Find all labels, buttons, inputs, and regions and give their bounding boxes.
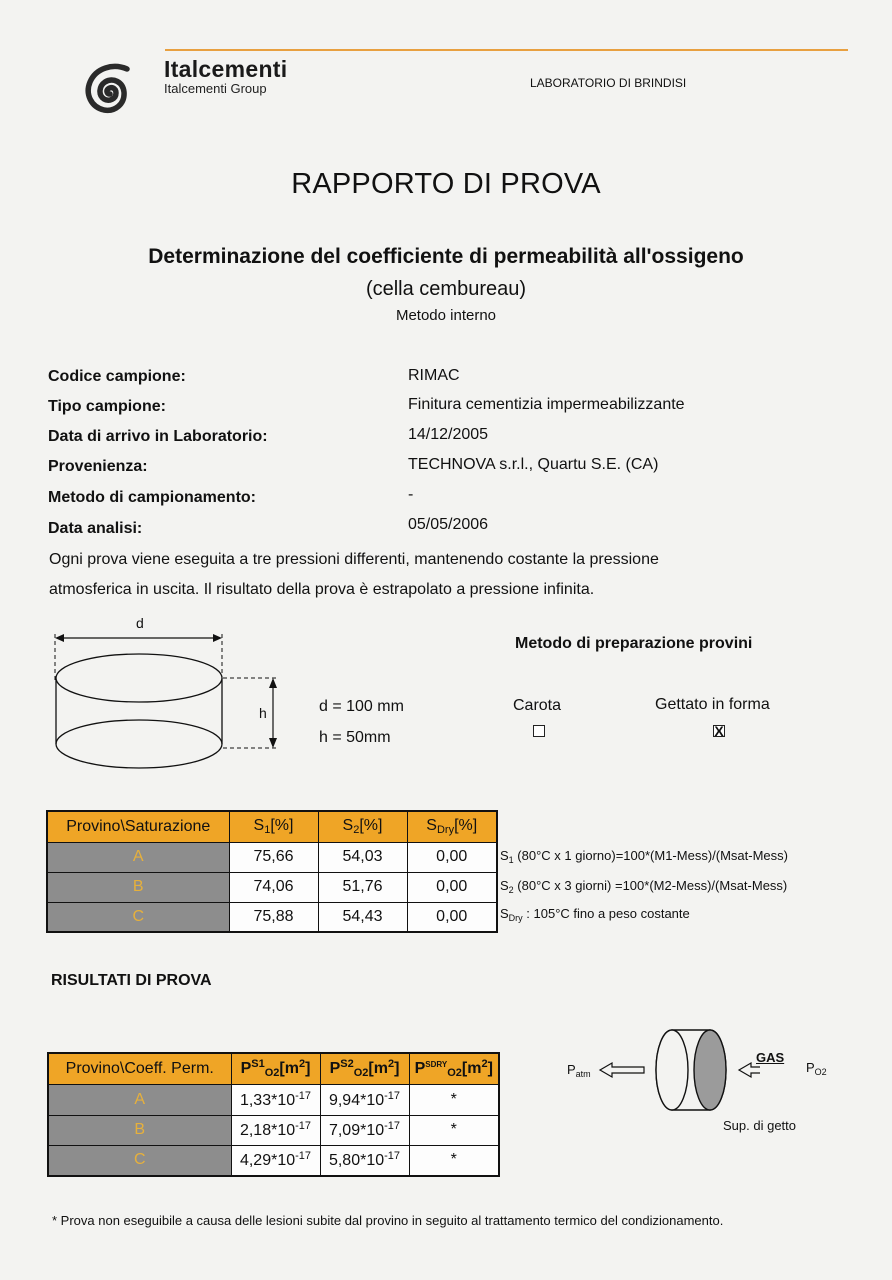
table-row (47, 902, 497, 932)
table-header-row (48, 1053, 499, 1084)
inflow-arrow-icon (739, 1063, 760, 1077)
info-value: Finitura cementizia impermeabilizzante (408, 396, 685, 413)
table-row (48, 1145, 499, 1176)
header-cell: $P^{S1}_{O2}[m^2]$ (231, 1053, 320, 1084)
info-label: Data di arrivo in Laboratorio: (48, 428, 268, 445)
table-cell: $5,80*10^{-17}$ (320, 1145, 409, 1176)
saturation-table (46, 810, 498, 933)
report-title: RAPPORTO DI PROVA (291, 168, 601, 200)
paragraph-line: Ogni prova viene eseguita a tre pressioni differenti, mantenendo costante la pressione (49, 551, 659, 568)
table-row (48, 1115, 499, 1145)
table-cell: * (409, 1084, 499, 1115)
header-cell: Provino\Saturazione (47, 811, 229, 842)
brand-name: Italcementi (164, 56, 288, 82)
table-cell: 51,76 (318, 872, 407, 902)
preparation-title: Metodo di preparazione provini (515, 635, 753, 652)
info-label: Provenienza: (48, 458, 148, 475)
row-id: A (47, 842, 229, 872)
casting-surface-label: Sup. di getto (723, 1118, 796, 1133)
row-id: B (48, 1115, 231, 1145)
option-gettato-label: Gettato in forma (655, 696, 770, 713)
spiral-logo-icon (70, 52, 150, 132)
brand-subtitle: Italcementi Group (164, 81, 267, 96)
table-cell: 0,00 (407, 872, 497, 902)
height-value: h = 50mm (319, 729, 391, 746)
height-label: h (259, 705, 267, 721)
row-id: A (48, 1084, 231, 1115)
footnote: * Prova non eseguibile a causa delle lesioni subite dal provino in seguito al trattamento termico del condizionamento. (52, 1213, 724, 1228)
patm-label: $P_{atm}$ (567, 1062, 591, 1079)
table-cell: 75,88 (229, 902, 318, 932)
header-cell: $S_2[\%]$ (318, 811, 407, 842)
header-cell: $S_1[\%]$ (229, 811, 318, 842)
table-row (47, 872, 497, 902)
row-id: C (47, 902, 229, 932)
carota-checkbox (533, 725, 545, 737)
info-value: 14/12/2005 (408, 426, 489, 443)
diameter-label: d (136, 615, 144, 631)
formula-s1: $S_1$ (80°C x 1 giorno)=100*(M1-Mess)/(Msat-Mess) (500, 848, 788, 865)
table-cell: 0,00 (407, 902, 497, 932)
info-label: Tipo campione: (48, 398, 166, 415)
table-cell: $1,33*10^{-17}$ (231, 1084, 320, 1115)
info-label: Data analisi: (48, 520, 143, 537)
info-label: Metodo di campionamento: (48, 489, 256, 506)
paragraph-line: atmosferica in uscita. Il risultato della prova è estrapolato a pressione infinita. (49, 581, 595, 598)
table-cell: $2,18*10^{-17}$ (231, 1115, 320, 1145)
option-carota-label: Carota (513, 697, 562, 714)
gettato-checkmark: X (714, 723, 724, 739)
diameter-value: d = 100 mm (319, 698, 404, 715)
formula-sdry: $S_{Dry}$ : 105°C fino a peso costante (500, 906, 690, 923)
outflow-arrow-icon (600, 1063, 644, 1077)
procedure-paragraph (49, 545, 849, 605)
table-cell: * (409, 1145, 499, 1176)
header-cell: $P^{SDRY}_{O2}[m^2]$ (409, 1053, 499, 1084)
info-value: 05/05/2006 (408, 516, 489, 533)
table-row (47, 842, 497, 872)
table-cell: 74,06 (229, 872, 318, 902)
report-method: Metodo interno (395, 307, 497, 324)
gas-flow-diagram (590, 1025, 760, 1120)
info-value: - (408, 486, 414, 503)
laboratory-name: LABORATORIO DI BRINDISI (530, 76, 687, 90)
table-cell: 75,66 (229, 842, 318, 872)
header-cell: $P^{S2}_{O2}[m^2]$ (320, 1053, 409, 1084)
row-id: B (47, 872, 229, 902)
table-cell: 54,43 (318, 902, 407, 932)
info-value: RIMAC (408, 367, 460, 384)
gettato-checkbox (713, 725, 725, 737)
formula-s2: $S_2$ (80°C x 3 giorni) =100*(M2-Mess)/(Msat-Mess) (500, 878, 788, 895)
table-cell: $7,09*10^{-17}$ (320, 1115, 409, 1145)
po2-label: $P_{O2}$ (806, 1060, 827, 1077)
table-cell: 54,03 (318, 842, 407, 872)
info-label: Codice campione: (48, 368, 186, 385)
table-cell: $4,29*10^{-17}$ (231, 1145, 320, 1176)
cylinder-specimen-drawing (45, 612, 295, 777)
report-subtitle-cell: (cella cembureau) (365, 278, 527, 300)
results-title: RISULTATI DI PROVA (51, 972, 212, 989)
header-cell: $S_{Dry}[\%]$ (407, 811, 497, 842)
header-cell: Provino\Coeff. Perm. (48, 1053, 231, 1084)
table-cell: $9,94*10^{-17}$ (320, 1084, 409, 1115)
table-cell: 0,00 (407, 842, 497, 872)
header-accent-line (165, 49, 848, 51)
gas-label: GAS (756, 1050, 785, 1065)
info-value: TECHNOVA s.r.l., Quartu S.E. (CA) (408, 456, 659, 473)
table-row (48, 1084, 499, 1115)
row-id: C (48, 1145, 231, 1176)
table-cell: * (409, 1115, 499, 1145)
table-header-row (47, 811, 497, 842)
permeability-table (47, 1052, 500, 1177)
report-subtitle: Determinazione del coefficiente di permeabilità all'ossigeno (148, 245, 744, 268)
